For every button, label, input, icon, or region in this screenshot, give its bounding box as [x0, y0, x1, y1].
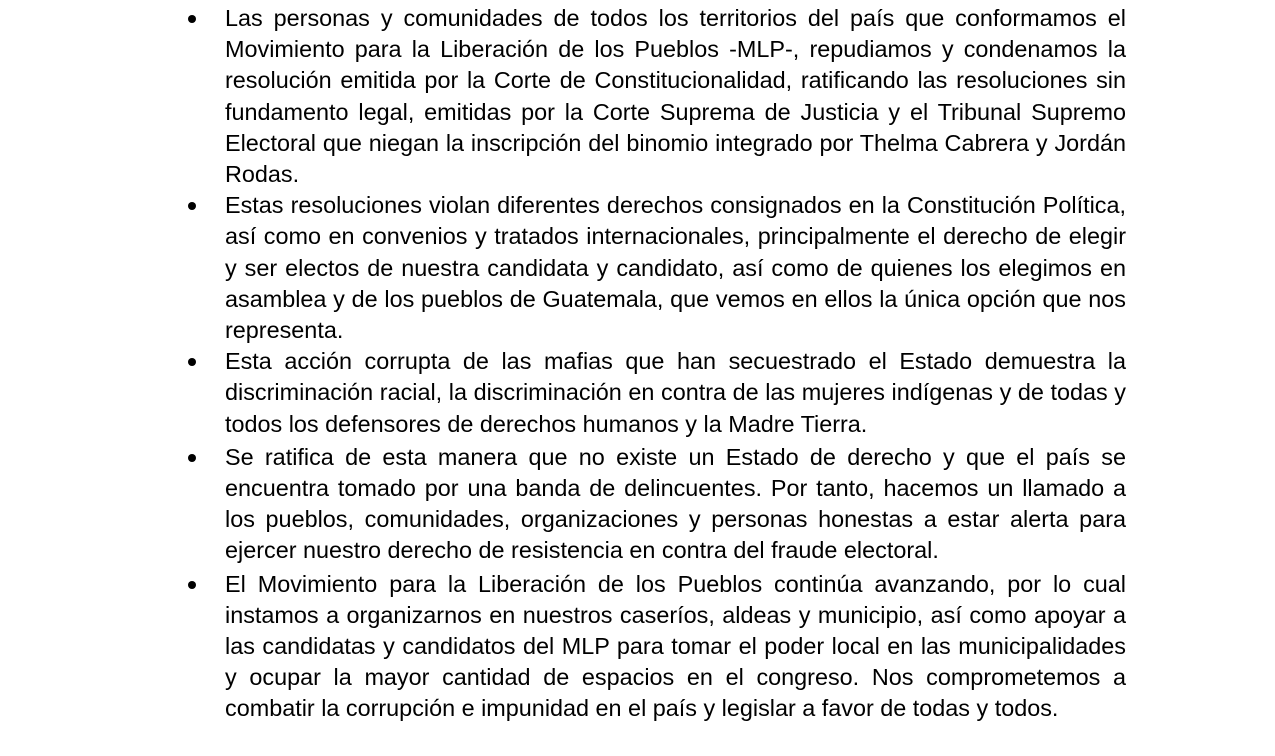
bullet-dot-icon	[188, 358, 196, 366]
list-item	[180, 569, 1126, 725]
list-item	[180, 190, 1126, 346]
bullet-text: Esta acción corrupta de las mafias que han secuestrado el Estado demuestra la discriminación racial, la discriminación en contra de las mujeres indígenas y de todas y todos los defensores de derechos humanos y la Madre Tierra.	[225, 348, 1126, 437]
bullet-dot-icon	[188, 581, 196, 589]
bullet-text: Se ratifica de esta manera que no existe un Estado de derecho y que el país se encuentra tomado por una banda de delincuentes. Por tanto, hacemos un llamado a los pueblos, comunidades, organizaciones y personas honestas a estar alerta para ejercer nuestro derecho de resistencia en contra del fraude electoral.	[225, 443, 1126, 564]
bullet-dot-icon	[188, 15, 196, 23]
bullet-text: Estas resoluciones violan diferentes derechos consignados en la Constitución Política, así como en convenios y tratados internacionales, principalmente el derecho de elegir y ser electos de nuestra candidata y candidato, así como de quienes los elegimos en asamblea y de los pueblos de Guatemala, que vemos en ellos la única opción que nos representa.	[225, 192, 1126, 344]
bullet-list	[180, 3, 1126, 725]
bullet-text: El Movimiento para la Liberación de los Pueblos continúa avanzando, por lo cual instamos a organizarnos en nuestros caseríos, aldeas y municipio, así como apoyar a las candidatas y candidatos del MLP para tomar el poder local en las municipalidades y ocupar la mayor cantidad de espacios en el congreso. Nos comprometemos a combatir la corrupción e impunidad en el país y legislar a favor de todas y todos.	[225, 570, 1126, 722]
bullet-dot-icon	[188, 454, 196, 462]
bullet-dot-icon	[188, 202, 196, 210]
list-item	[180, 346, 1126, 440]
bullet-text: Las personas y comunidades de todos los territorios del país que conformamos el Movimiento para la Liberación de los Pueblos -MLP-, repudiamos y condenamos la resolución emitida por la Corte de Constitucionalidad, ratificando las resoluciones sin fundamento legal, emitidas por la Corte Suprema de Justicia y el Tribunal Supremo Electoral que niegan la inscripción del binomio integrado por Thelma Cabrera y Jordán Rodas.	[225, 5, 1126, 188]
list-item	[180, 442, 1126, 567]
list-item	[180, 3, 1126, 190]
